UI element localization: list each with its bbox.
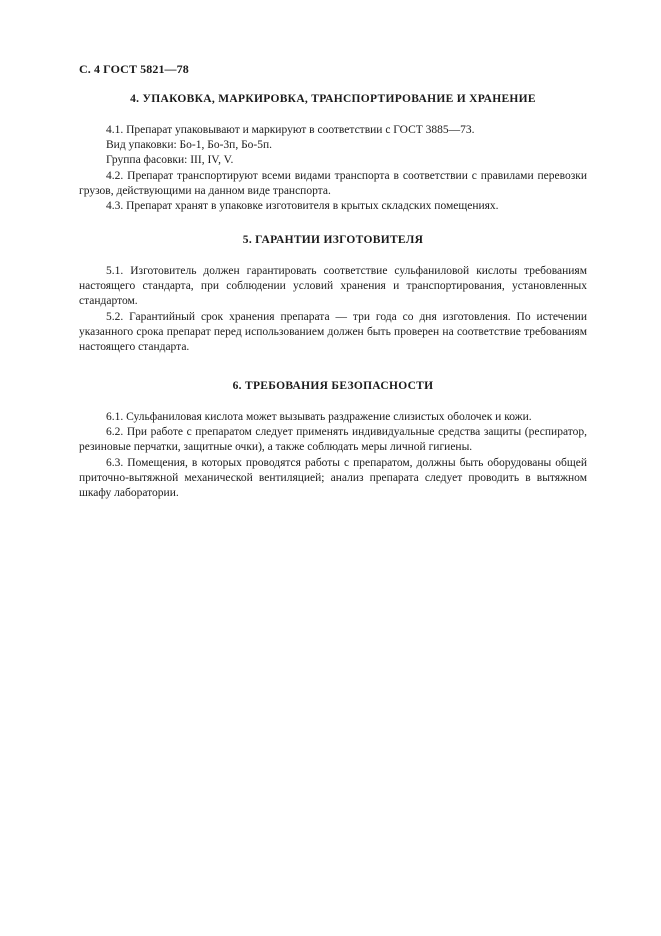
paragraph-5-2: 5.2. Гарантийный срок хранения препарата — три года со дня изготовления. По истечении указанного срока препарат перед использованием должен быть проверен на соответствие требованиям настоящего стандарта. — [79, 310, 587, 354]
paragraph-5-1: 5.1. Изготовитель должен гарантировать соответствие сульфаниловой кислоты требованиям настоящего стандарта, при соблюдении условий хранения и транспортирования, установленных стандартом. — [79, 265, 587, 308]
running-header: С. 4 ГОСТ 5821—78 — [79, 62, 189, 76]
paragraph-6-2: 6.2. При работе с препаратом следует применять индивидуальные средства защиты (респиратор, резиновые перчатки, защитные очки), а также соблюдать меры личной гигиены. — [79, 426, 587, 454]
paragraph-packaging-type: Вид упаковки: Бо-1, Бо-3п, Бо-5п. — [106, 139, 273, 152]
paragraph-packing-group: Группа фасовки: III, IV, V. — [106, 154, 234, 167]
paragraph-4-2: 4.2. Препарат транспортируют всеми видами транспорта в соответствии с правилами перевозки грузов, действующими на данном виде транспорта. — [79, 169, 587, 197]
paragraph-6-1: 6.1. Сульфаниловая кислота может вызывать раздражение слизистых оболочек и кожи. — [106, 411, 532, 423]
paragraph-4-1: 4.1. Препарат упаковывают и маркируют в соответствии с ГОСТ 3885—73. — [106, 124, 475, 136]
section-packaging — [79, 93, 587, 214]
section-safety — [79, 380, 587, 501]
section-title: 4. УПАКОВКА, МАРКИРОВКА, ТРАНСПОРТИРОВАНИЕ И ХРАНЕНИЕ — [130, 93, 536, 105]
section-title: 5. ГАРАНТИИ ИЗГОТОВИТЕЛЯ — [242, 234, 424, 246]
paragraph-6-3: 6.3. Помещения, в которых проводятся работы с препаратом, должны быть оборудованы общей приточно-вытяжной механической вентиляцией; анализ препарата следует проводить в вытяжном шкафу лаборатории. — [79, 456, 587, 500]
paragraph-4-3: 4.3. Препарат хранят в упаковке изготовителя в крытых складских помещениях. — [106, 200, 499, 213]
section-warranty — [79, 234, 587, 355]
section-title: 6. ТРЕБОВАНИЯ БЕЗОПАСНОСТИ — [232, 380, 434, 392]
